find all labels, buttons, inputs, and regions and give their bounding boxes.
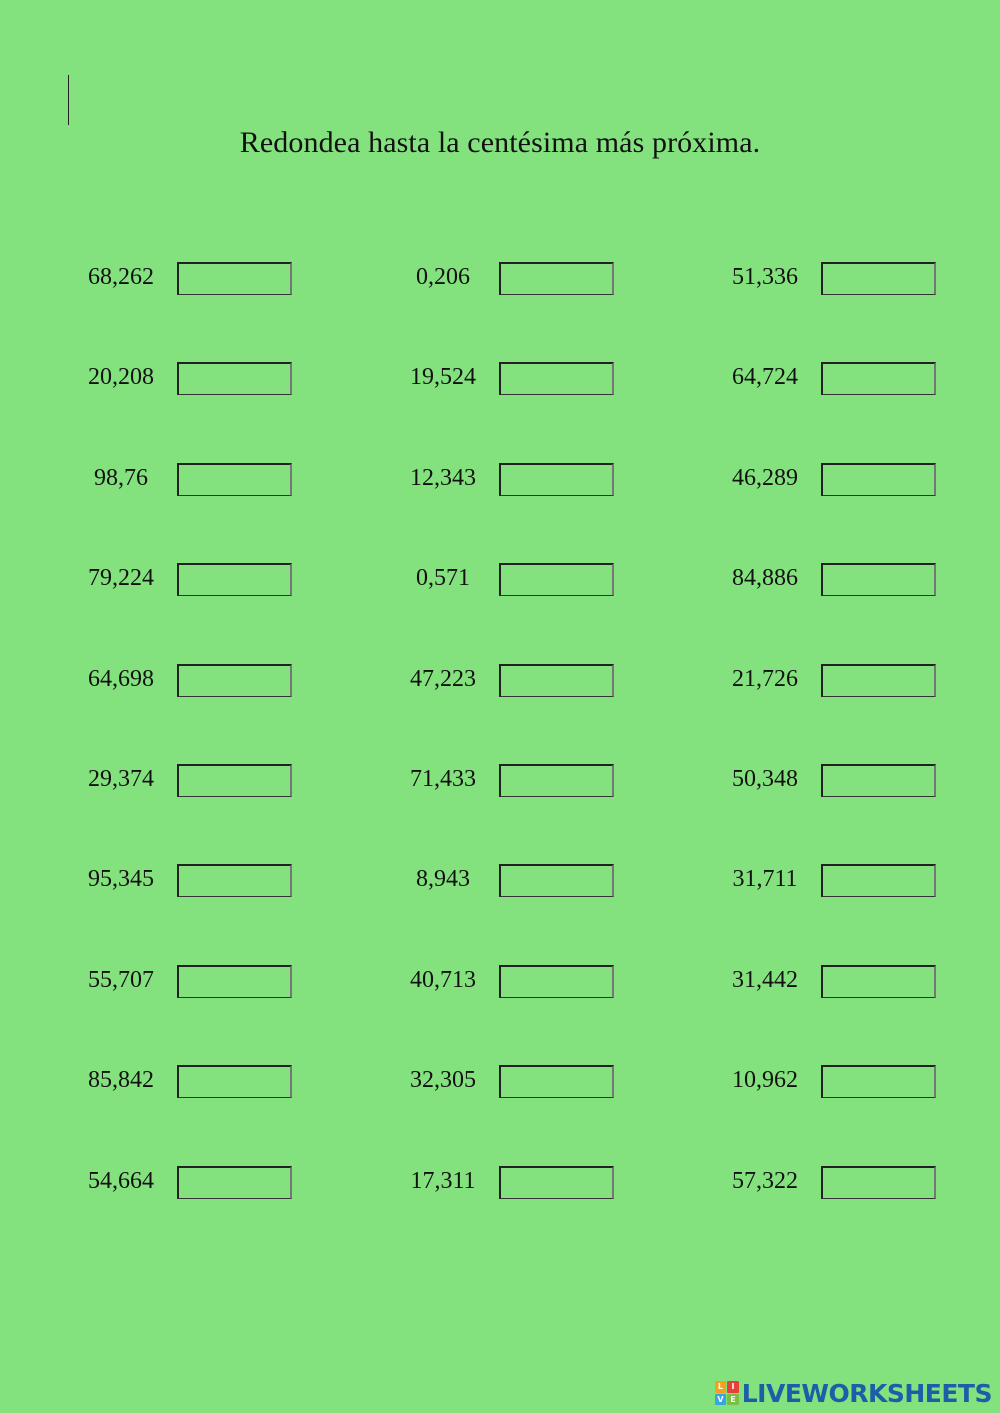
- answer-input[interactable]: [499, 362, 614, 395]
- answer-input[interactable]: [499, 1065, 614, 1098]
- liveworksheets-brand: [715, 1379, 992, 1407]
- exercise-number: 71,433: [410, 766, 476, 792]
- logo-letter: L: [715, 1381, 727, 1393]
- exercise-number: 47,223: [410, 665, 476, 692]
- exercise-number: 55,707: [88, 966, 154, 993]
- answer-input[interactable]: [821, 1166, 936, 1199]
- answer-input[interactable]: [177, 1166, 292, 1199]
- answer-input[interactable]: [821, 764, 936, 797]
- exercise-number: 0,571: [416, 565, 470, 592]
- exercise-number: 85,842: [88, 1067, 154, 1094]
- exercise-number: 46,289: [732, 464, 798, 491]
- exercise-number: 50,348: [732, 766, 798, 792]
- exercise-number: 95,345: [88, 866, 154, 893]
- exercise-number: 54,664: [88, 1167, 154, 1194]
- answer-input[interactable]: [499, 764, 614, 797]
- exercise-number: 0,206: [416, 264, 470, 290]
- exercise-number: 64,698: [88, 665, 154, 692]
- exercise-number: 10,962: [732, 1067, 798, 1094]
- logo-letter: I: [727, 1381, 739, 1393]
- exercise-number: 8,943: [416, 866, 470, 893]
- liveworksheets-logo-icon: [715, 1381, 739, 1405]
- answer-input[interactable]: [499, 664, 614, 697]
- answer-input[interactable]: [821, 463, 936, 496]
- answer-input[interactable]: [821, 664, 936, 697]
- answer-input[interactable]: [821, 563, 936, 596]
- answer-input[interactable]: [177, 362, 292, 395]
- exercise-number: 84,886: [732, 565, 798, 592]
- logo-letter: E: [727, 1394, 739, 1406]
- answer-input[interactable]: [821, 965, 936, 998]
- answer-input[interactable]: [177, 1065, 292, 1098]
- answer-input[interactable]: [177, 463, 292, 496]
- exercise-number: 12,343: [410, 464, 476, 491]
- answer-input[interactable]: [821, 864, 936, 897]
- answer-input[interactable]: [821, 262, 936, 295]
- logo-letter: V: [715, 1394, 727, 1406]
- exercise-number: 64,724: [732, 364, 798, 391]
- answer-input[interactable]: [499, 1166, 614, 1199]
- answer-input[interactable]: [177, 764, 292, 797]
- answer-input[interactable]: [821, 1065, 936, 1098]
- answer-input[interactable]: [177, 965, 292, 998]
- exercise-number: 19,524: [410, 364, 476, 391]
- answer-input[interactable]: [177, 563, 292, 596]
- exercise-number: 51,336: [732, 264, 798, 290]
- exercise-number: 21,726: [732, 665, 798, 692]
- brand-text: LIVEWORKSHEETS: [741, 1378, 992, 1408]
- answer-input[interactable]: [821, 362, 936, 395]
- exercise-number: 32,305: [410, 1067, 476, 1094]
- exercise-number: 17,311: [410, 1167, 476, 1194]
- exercise-number: 40,713: [410, 966, 476, 993]
- exercise-number: 98,76: [94, 464, 148, 491]
- exercise-number: 20,208: [88, 364, 154, 391]
- exercise-number: 57,322: [732, 1167, 798, 1194]
- answer-input[interactable]: [499, 463, 614, 496]
- exercise-number: 79,224: [88, 565, 154, 592]
- answer-input[interactable]: [499, 563, 614, 596]
- answer-input[interactable]: [177, 664, 292, 697]
- exercise-number: 31,442: [732, 966, 798, 993]
- answer-input[interactable]: [177, 864, 292, 897]
- answer-input[interactable]: [499, 262, 614, 295]
- answer-input[interactable]: [177, 262, 292, 295]
- exercise-number: 29,374: [88, 766, 154, 792]
- page-title: Redondea hasta la centésima más próxima.: [239, 126, 761, 159]
- answer-input[interactable]: [499, 965, 614, 998]
- exercise-number: 31,711: [732, 866, 798, 893]
- exercise-number: 68,262: [88, 264, 154, 290]
- answer-input[interactable]: [499, 864, 614, 897]
